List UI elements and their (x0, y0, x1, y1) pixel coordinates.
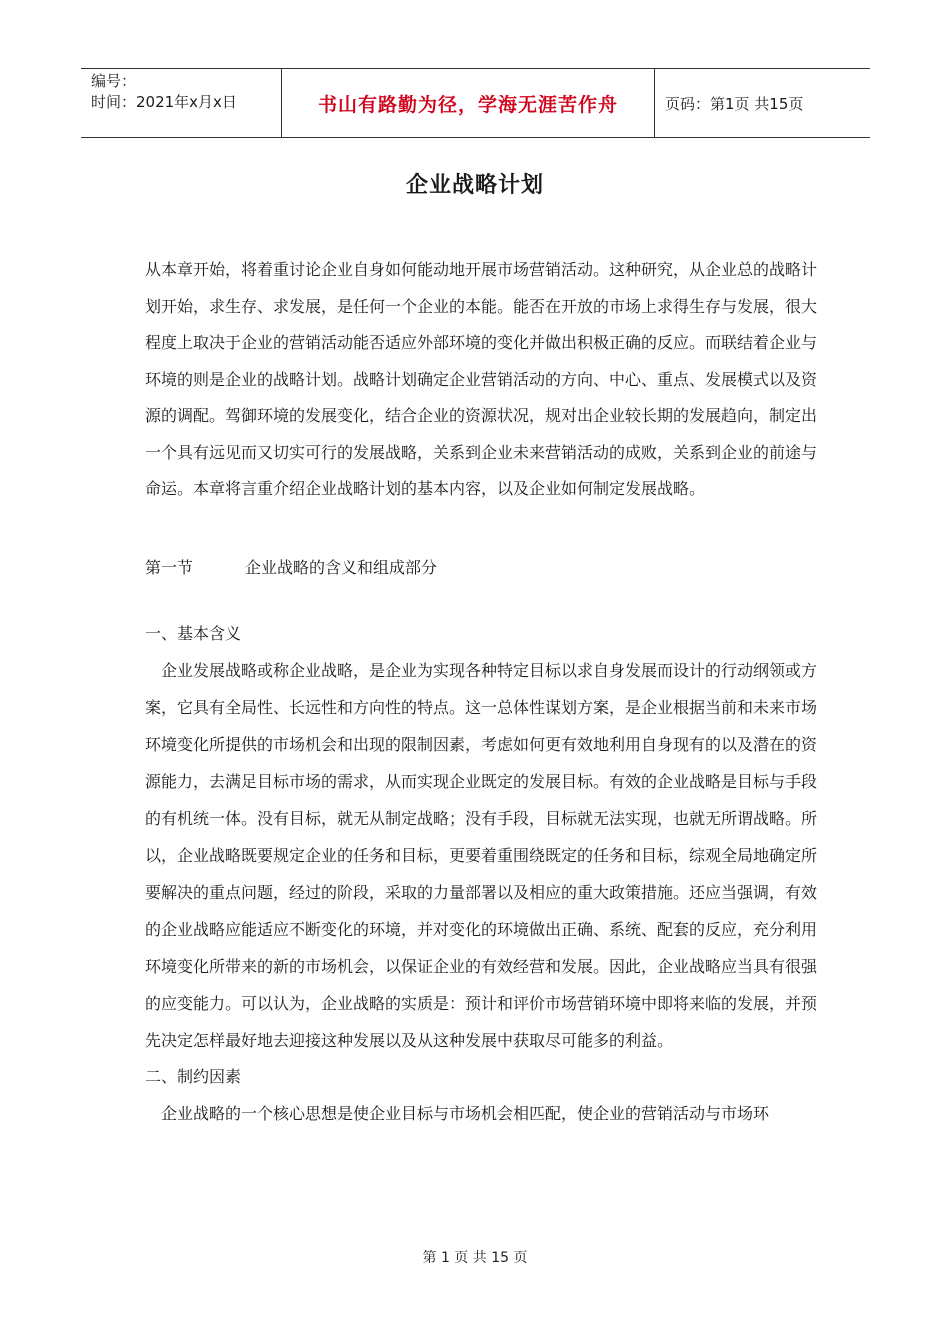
document-title: 企业战略计划 (405, 173, 544, 198)
document-number-label: 编号： (91, 72, 137, 90)
header-page-code: 页码：第1页 共15页 (665, 94, 804, 113)
subheading-basic-meaning: 一、基本含义 (145, 623, 242, 643)
section-number: 第一节 (145, 557, 194, 577)
page-footer: 第 1 页 共 15 页 (422, 1250, 528, 1266)
constraints-paragraph: 企业战略的一个核心思想是使企业目标与市场机会相匹配，使企业的营销活动与市场环 (161, 1103, 770, 1123)
page-header (81, 68, 870, 138)
document-time-label: 时间：2021年x月x日 (91, 93, 237, 111)
header-page-code-cell (655, 69, 870, 137)
section-title: 企业战略的含义和组成部分 (245, 557, 438, 577)
subheading-constraints: 二、制约因素 (145, 1066, 242, 1086)
document-body (145, 252, 825, 1132)
header-motto-cell (281, 69, 655, 137)
section-heading (145, 550, 825, 586)
basic-meaning-paragraph: 企业发展战略或称企业战略，是企业为实现各种特定目标以求自身发展而设计的行动纲领或方案，它具有全局性、长远性和方向性的特点。这一总体性谋划方案，是企业根据当前和未来市场环境变化所提供的市场机会和出现的限制因素，考虑如何更有效地利用自身现有的以及潜在的资源能力，去满足目标市场的需求，从而实现企业既定的发展目标。有效的企业战略是目标与手段的有机统一体。没有目标，就无从制定战略；没有手段，目标就无法实现，也就无所谓战略。所以，企业战略既要规定企业的任务和目标，更要着重围绕既定的任务和目标，综观全局地确定所要解决的重点问题，经过的阶段，采取的力量部署以及相应的重大政策措施。还应当强调，有效的企业战略应能适应不断变化的环境，并对变化的环境做出正确、系统、配套的反应，充分利用环境变化所带来的新的市场机会，以保证企业的有效经营和发展。因此，企业战略应当具有很强的应变能力。可以认为，企业战略的实质是：预计和评价市场营销环境中即将来临的发展，并预先决定怎样最好地去迎接这种发展以及从这种发展中获取尽可能多的利益。 (145, 660, 818, 1050)
intro-paragraph: 从本章开始，将着重讨论企业自身如何能动地开展市场营销活动。这种研究，从企业总的战略计划开始，求生存、求发展，是任何一个企业的本能。能否在开放的市场上求得生存与发展，很大程度上取决于企业的营销活动能否适应外部环境的变化并做出积极正确的反应。而联结着企业与环境的则是企业的战略计划。战略计划确定企业营销活动的方向、中心、重点、发展模式以及资源的调配。驾御环境的发展变化，结合企业的资源状况，规对出企业较长期的发展趋向，制定出一个具有远见而又切实可行的发展战略，关系到企业未来营销活动的成败，关系到企业的前途与命运。本章将言重介绍企业战略计划的基本内容，以及企业如何制定发展战略。 (145, 260, 818, 498)
header-meta (81, 69, 281, 137)
header-motto: 书山有路勤为径，学海无涯苦作舟 (317, 93, 618, 116)
